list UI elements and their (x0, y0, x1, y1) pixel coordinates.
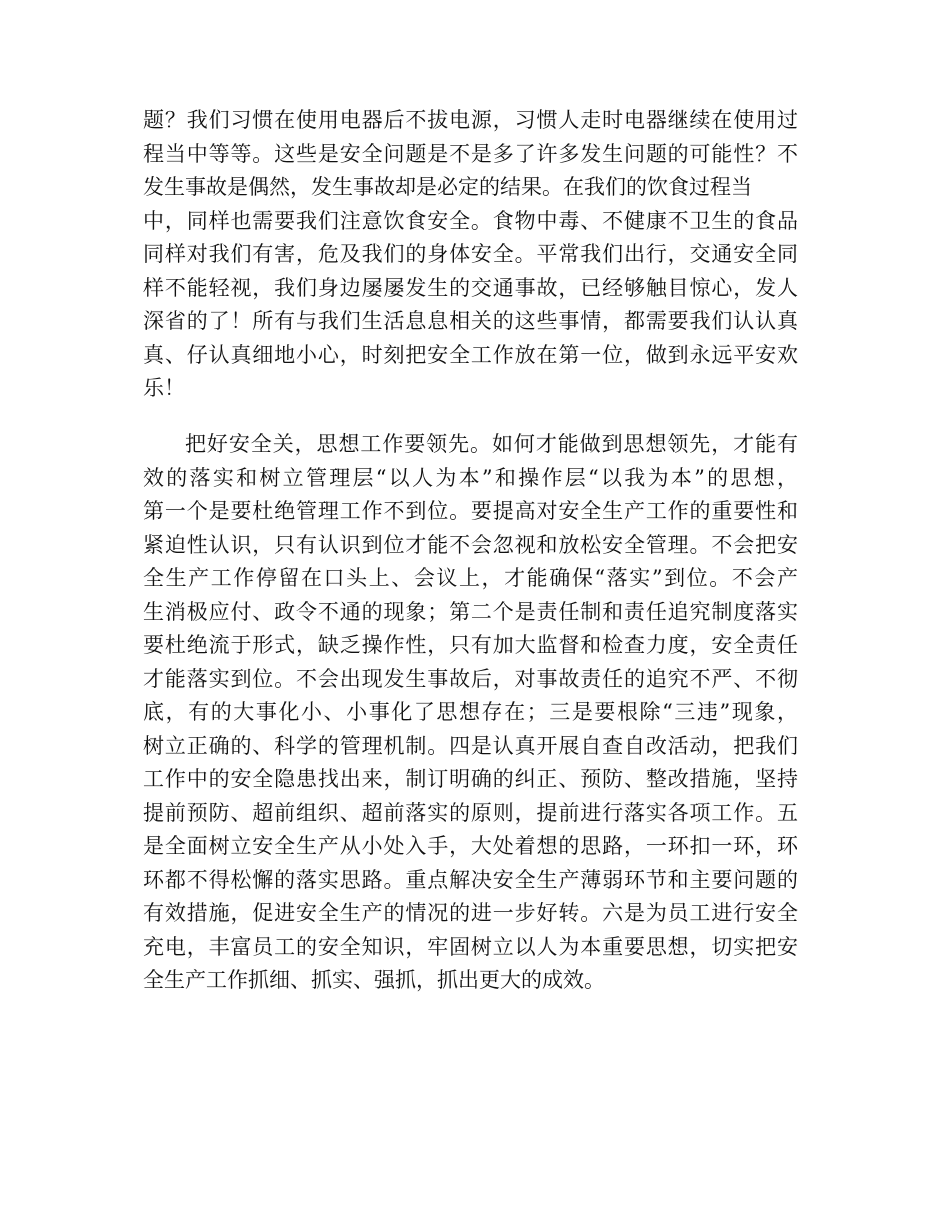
paragraph-2 (143, 428, 798, 998)
text-line: 是全面树立安全生产从小处入手，大处着想的思路，一环扣一环，环 (143, 834, 798, 858)
text-line: 全生产工作抓细、抓实、强抓，抓出更大的成效。 (143, 968, 605, 992)
text-line: 环都不得松懈的落实思路。重点解决安全生产薄弱环节和主要问题的 (143, 867, 798, 892)
text-line: 才能落实到位。不会出现发生事故后，对事故责任的追究不严、不彻 (143, 666, 798, 691)
text-line: 提前预防、超前组织、超前落实的原则，提前进行落实各项工作。五 (143, 800, 798, 825)
text-line: 全生产工作停留在口头上、会议上，才能确保“落实”到位。不会产 (143, 566, 798, 590)
text-line: 题？我们习惯在使用电器后不拔电源，习惯人走时电器继续在使用过 (143, 108, 798, 132)
text-line: 把好安全关，思想工作要领先。如何才能做到思想领先，才能有 (185, 432, 798, 456)
text-line: 深省的了！所有与我们生活息息相关的这些事情，都需要我们认认真 (143, 309, 798, 333)
text-line: 效的落实和树立管理层“以人为本”和操作层“以我为本”的思想， (143, 465, 798, 490)
text-line: 发生事故是偶然，发生事故却是必定的结果。在我们的饮食过程当 (143, 175, 752, 199)
text-line: 真、仔认真细地小心，时刻把安全工作放在第一位，做到永远平安欢 (143, 342, 798, 367)
text-line: 乐！ (143, 376, 185, 400)
text-line: 要杜绝流于形式，缺乏操作性，只有加大监督和检查力度，安全责任 (143, 633, 798, 657)
text-line: 有效措施，促进安全生产的情况的进一步好转。六是为员工进行安全 (143, 901, 798, 925)
text-line: 程当中等等。这些是安全问题是不是多了许多发生问题的可能性？不 (143, 141, 798, 166)
text-line: 同样对我们有害，危及我们的身体安全。平常我们出行，交通安全同 (143, 242, 798, 266)
text-line: 底，有的大事化小、小事化了思想存在；三是要根除“三违”现象， (143, 700, 798, 724)
text-line: 样不能轻视，我们身边屡屡发生的交通事故，已经够触目惊心，发人 (143, 275, 798, 300)
text-line: 中，同样也需要我们注意饮食安全。食物中毒、不健康不卫生的食品 (143, 208, 798, 233)
paragraph-1 (143, 104, 798, 406)
text-line: 工作中的安全隐患找出来，制订明确的纠正、预防、整改措施，坚持 (143, 767, 798, 791)
text-line: 第一个是要杜绝管理工作不到位。要提高对安全生产工作的重要性和 (143, 499, 798, 523)
text-line: 紧迫性认识，只有认识到位才能不会忽视和放松安全管理。不会把安 (143, 532, 798, 557)
text-line: 充电，丰富员工的安全知识，牢固树立以人为本重要思想，切实把安 (143, 934, 798, 959)
text-line: 生消极应付、政令不通的现象；第二个是责任制和责任追究制度落实 (143, 599, 798, 624)
text-line: 树立正确的、科学的管理机制。四是认真开展自查自改活动，把我们 (143, 733, 798, 758)
